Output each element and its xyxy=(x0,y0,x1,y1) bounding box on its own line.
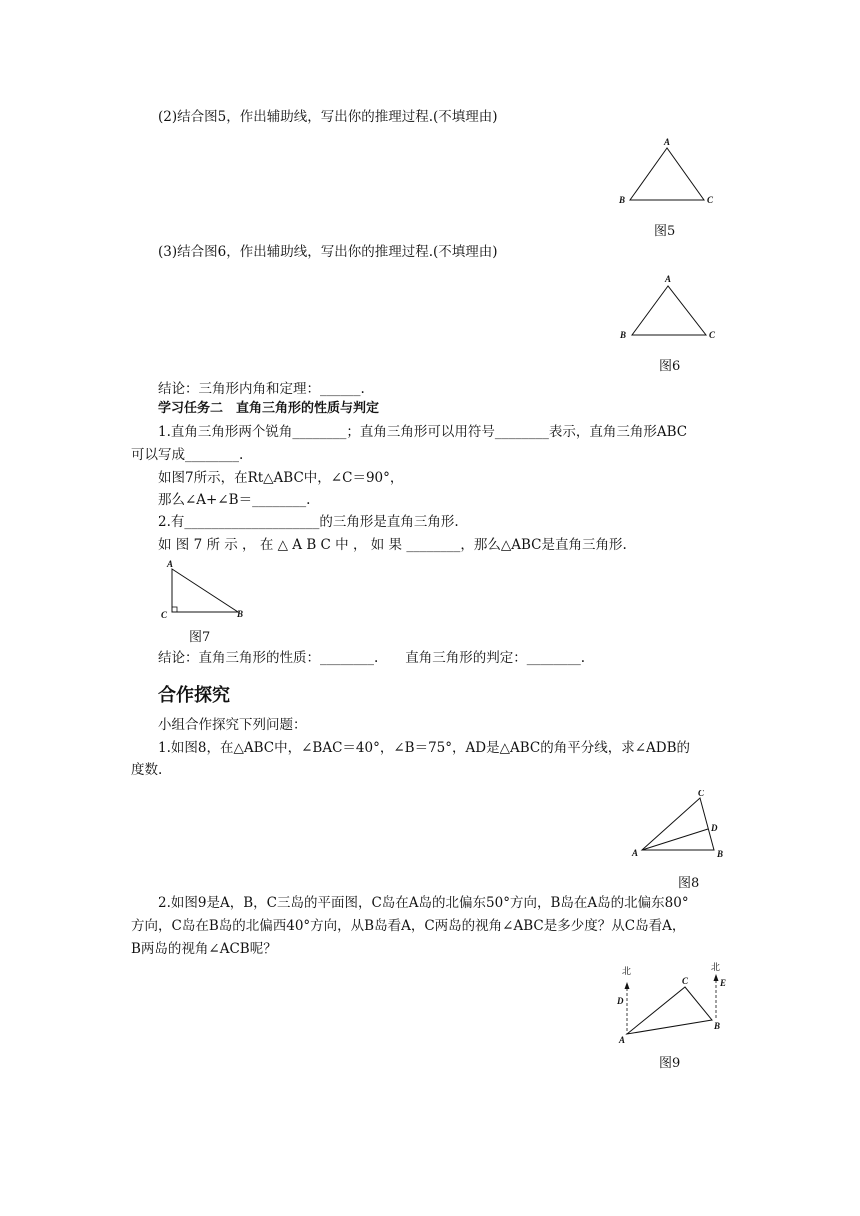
figure-8 xyxy=(628,790,736,866)
problem-1-line1: 1.如图8，在△ABC中，∠BAC＝40°，∠B＝75°，AD是△ABC的角平分线，求∠ADB的 xyxy=(158,740,691,756)
fig7-caption: 图7 xyxy=(189,630,211,645)
question-3: (3)结合图6，作出辅助线，写出你的推理过程.(不填理由) xyxy=(158,244,498,260)
figure-6 xyxy=(612,270,722,346)
right-triangle-q2-line1: 2.有____________________的三角形是直角三角形. xyxy=(158,514,459,530)
fig6-label-a: A xyxy=(665,274,672,284)
fig5-label-c: C xyxy=(707,195,714,205)
figure-9 xyxy=(612,960,736,1046)
task2-heading: 学习任务二 直角三角形的性质与判定 xyxy=(158,401,380,416)
fig9-label-b: B xyxy=(714,1021,721,1031)
fig9-label-a: A xyxy=(619,1035,626,1045)
fig7-label-c: C xyxy=(161,610,168,620)
fig8-label-c: C xyxy=(698,790,705,798)
figure-7 xyxy=(156,558,252,624)
right-triangle-q1-line4: 那么∠A+∠B＝________. xyxy=(158,492,311,508)
fig9-label-e: E xyxy=(720,978,727,988)
fig7-label-a: A xyxy=(167,559,174,569)
fig9-north-left: 北 xyxy=(622,967,632,977)
figure-5 xyxy=(612,134,722,210)
problem-2-line3: B两岛的视角∠ACB呢？ xyxy=(131,941,277,957)
fig9-label-c: C xyxy=(682,976,689,986)
right-triangle-q1-line1: 1.直角三角形两个锐角________；直角三角形可以用符号________表示，直角三角形ABC xyxy=(158,424,688,440)
right-triangle-q1-line3: 如图7所示，在Rt△ABC中，∠C＝90°， xyxy=(158,470,404,486)
fig7-label-b: B xyxy=(237,609,244,619)
fig9-label-d: D xyxy=(617,996,624,1006)
fig6-caption: 图6 xyxy=(659,359,681,374)
fig8-label-b: B xyxy=(717,849,724,859)
section-heading: 合作探究 xyxy=(158,685,230,706)
fig9-caption: 图9 xyxy=(659,1056,681,1071)
conclusion-right-triangle: 结论：直角三角形的性质：________. 直角三角形的判定：________. xyxy=(158,650,586,666)
question-2: (2)结合图5，作出辅助线，写出你的推理过程.(不填理由) xyxy=(158,109,498,125)
problem-1-line2: 度数. xyxy=(131,762,163,778)
fig5-label-a: A xyxy=(664,137,671,147)
fig6-label-b: B xyxy=(620,330,627,340)
group-intro: 小组合作探究下列问题： xyxy=(158,717,307,733)
fig8-label-a: A xyxy=(632,848,639,858)
fig8-caption: 图8 xyxy=(678,876,700,891)
conclusion-angle-sum: 结论：三角形内角和定理：______. xyxy=(158,381,365,397)
problem-2-line2: 方向，C岛在B岛的北偏西40°方向，从B岛看A，C两岛的视角∠ABC是多少度？从C岛看A， xyxy=(131,918,686,934)
fig6-label-c: C xyxy=(709,330,716,340)
fig5-label-b: B xyxy=(619,195,626,205)
problem-2-line1: 2.如图9是A，B，C三岛的平面图，C岛在A岛的北偏东50°方向，B岛在A岛的北偏东80° xyxy=(158,895,689,911)
fig8-label-d: D xyxy=(711,823,718,833)
fig9-north-right: 北 xyxy=(711,963,721,973)
right-triangle-q1-line2: 可以写成________. xyxy=(131,447,244,463)
fig5-caption: 图5 xyxy=(654,224,676,239)
right-triangle-q2-line2: 如 图 7 所 示 ， 在 △ A B C 中 ， 如 果 ________，那么△ABC是直角三角形. xyxy=(158,537,627,553)
